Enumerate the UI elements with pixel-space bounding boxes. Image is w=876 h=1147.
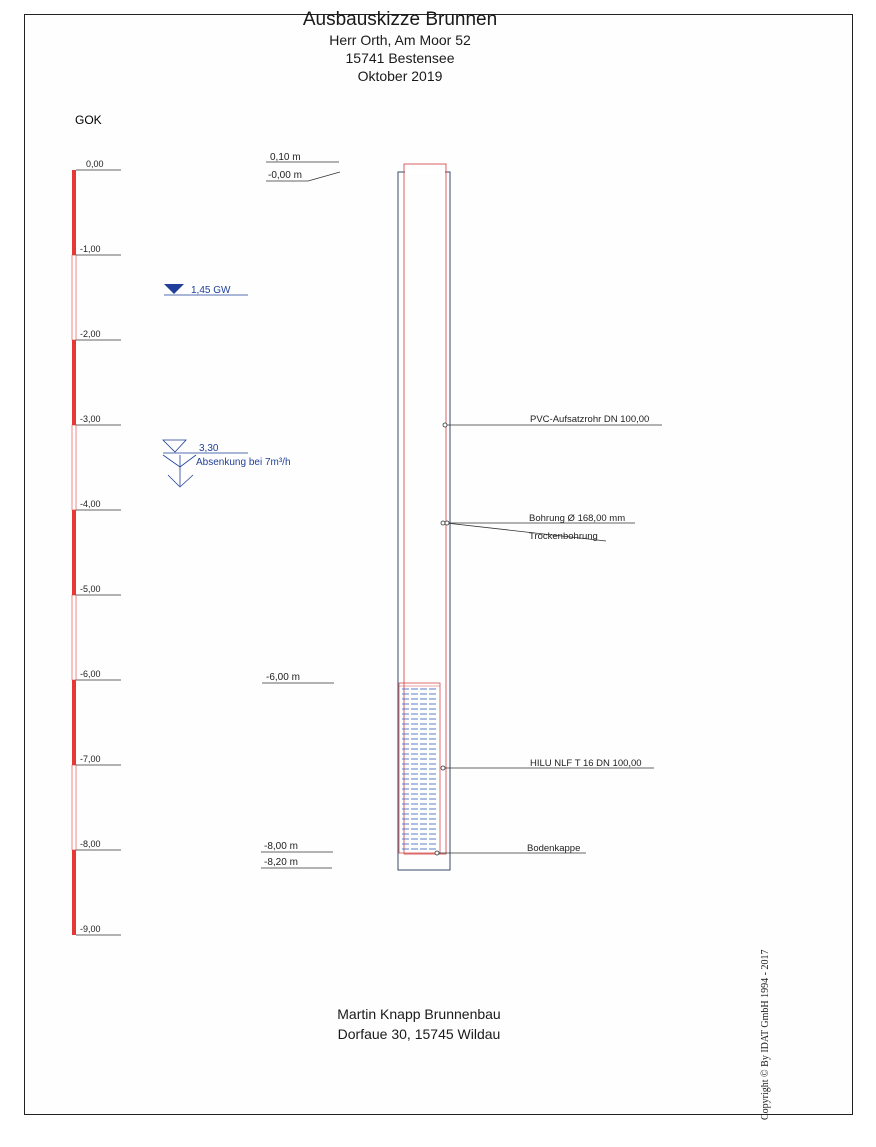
depth-marker-label: -8,00 m	[264, 841, 298, 852]
client-name: Herr Orth, Am Moor 52	[329, 32, 471, 48]
scale-segment	[72, 340, 76, 425]
scale-tick-labels	[80, 159, 104, 934]
scale-tick-label: -2,00	[80, 329, 101, 339]
scale-segment	[72, 850, 76, 935]
scale-segment	[72, 510, 76, 595]
company-name: Martin Knapp Brunnenbau	[337, 1006, 501, 1022]
drawing-title: Ausbauskizze Brunnen	[302, 9, 498, 30]
drawdown-label: Absenkung bei 7m³/h	[196, 457, 291, 468]
bottom-cap-label: Bodenkappe	[527, 843, 581, 854]
depth-marker-lines	[261, 162, 340, 868]
scale-segment	[72, 255, 76, 340]
water-level-icon	[164, 284, 184, 294]
scale-segment	[72, 680, 76, 765]
depth-marker-label: 0,10 m	[270, 152, 301, 163]
screen-outline	[399, 683, 440, 853]
scale-segment	[72, 765, 76, 850]
depth-scale	[72, 170, 76, 935]
riser-pipe-label: PVC-Aufsatzrohr DN 100,00	[530, 414, 650, 425]
filter-screen-label: HILU NLF T 16 DN 100,00	[530, 758, 642, 769]
scale-ticks	[76, 170, 121, 935]
depth-marker-label: -8,20 m	[264, 857, 298, 868]
scale-tick-label: -9,00	[80, 924, 101, 934]
scale-tick-label: -8,00	[80, 839, 101, 849]
scale-tick-label: -4,00	[80, 499, 101, 509]
dry-bore-label: Trockenbohrung	[529, 531, 598, 542]
scale-tick-label: -7,00	[80, 754, 101, 764]
arrow-down-icon	[168, 475, 193, 487]
scale-segment	[72, 595, 76, 680]
drawdown-triangle-icon	[163, 440, 186, 452]
company-address: Dorfaue 30, 15745 Wildau	[337, 1026, 501, 1042]
scale-tick-label: 0,00	[86, 159, 104, 169]
copyright-notice: Copyright © By IDAT GmbH 1994 - 2017	[760, 949, 771, 1120]
scale-tick-label: -1,00	[80, 244, 101, 254]
bore-diameter-label: Bohrung Ø 168,00 mm	[529, 513, 626, 524]
scale-tick-label: -3,00	[80, 414, 101, 424]
footer	[0, 1004, 838, 1044]
groundwater-marker	[164, 284, 248, 296]
gw-label: 1,45 GW	[191, 285, 231, 296]
annotation-leaders	[435, 423, 662, 855]
client-city: 15741 Bestensee	[345, 50, 455, 66]
scale-segment	[72, 425, 76, 510]
gok-label: GOK	[75, 113, 102, 127]
depth-marker-labels	[264, 152, 302, 868]
drawing-date: Oktober 2019	[357, 68, 443, 84]
depth-marker-label: -6,00 m	[266, 672, 300, 683]
scale-tick-label: -6,00	[80, 669, 101, 679]
filter-screen	[399, 683, 440, 853]
drawdown-value: 3,30	[199, 443, 219, 454]
scale-tick-label: -5,00	[80, 584, 101, 594]
depth-marker-label: -0,00 m	[268, 170, 302, 181]
casing-top-gap	[405, 170, 445, 174]
annotation-labels	[527, 414, 649, 854]
scale-segment	[72, 170, 76, 255]
